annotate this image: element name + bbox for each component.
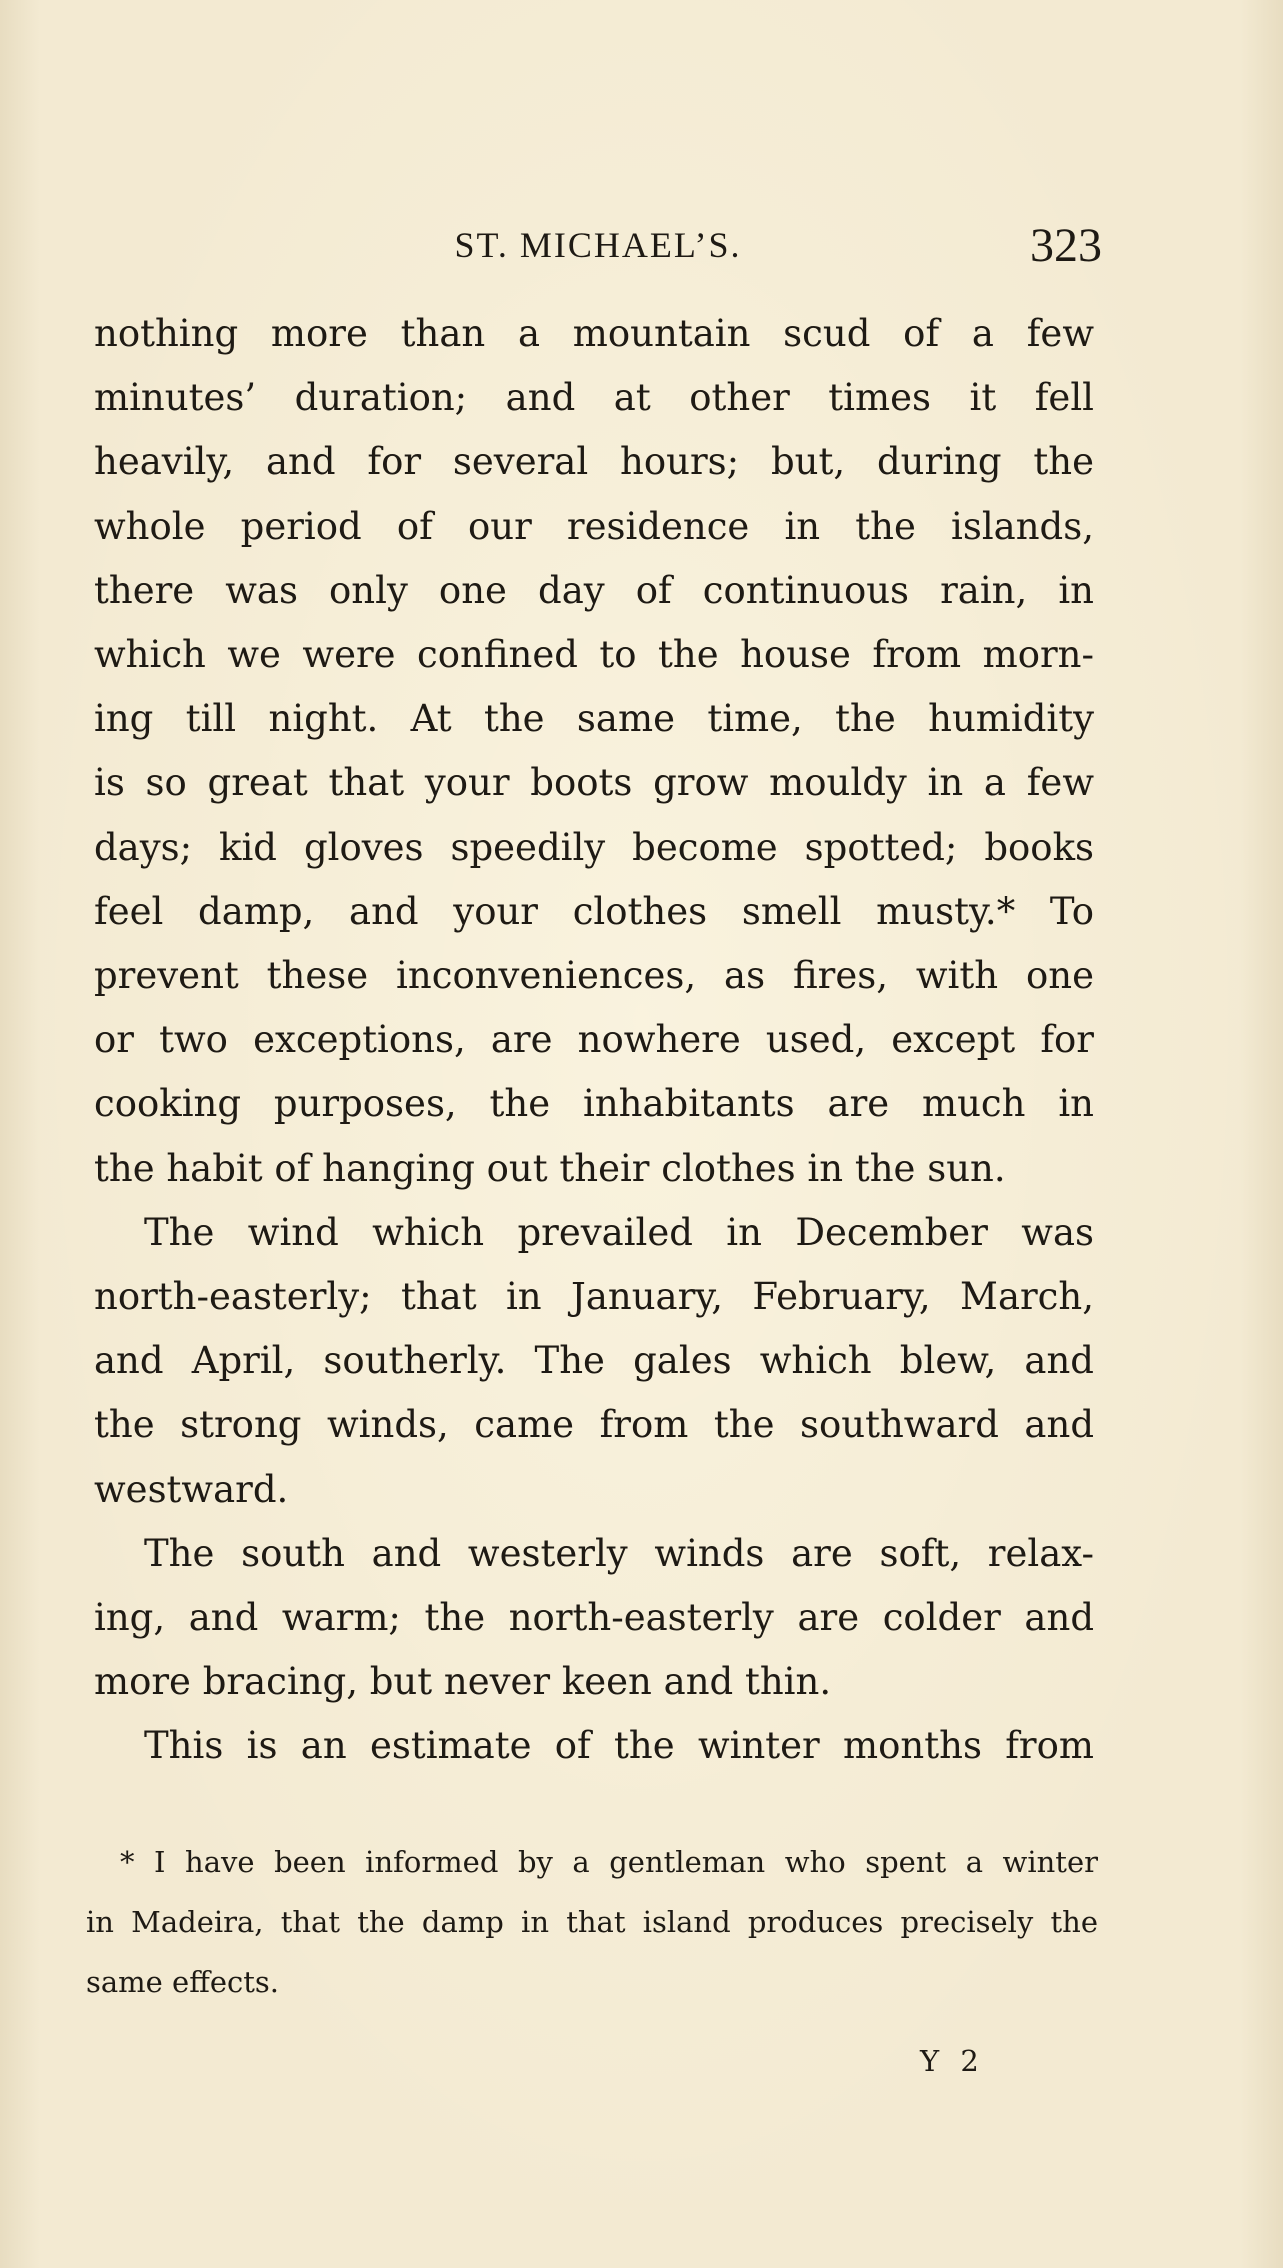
text-line: ing till night. At the same time, the humidity	[94, 697, 1094, 741]
footnote-line: * I have been informed by a gentleman who spent a winter	[120, 1845, 1098, 1879]
text-line: whole period of our residence in the islands,	[94, 504, 1094, 548]
text-line: or two exceptions, are nowhere used, except for	[94, 1018, 1094, 1062]
text-line: and April, southerly. The gales which blew, and	[94, 1339, 1094, 1383]
text-line: This is an estimate of the winter months from	[144, 1724, 1094, 1768]
text-line: ing, and warm; the north-easterly are colder and	[94, 1596, 1094, 1640]
text-line: more bracing, but never keen and thin.	[94, 1660, 832, 1704]
text-line: heavily, and for several hours; but, during the	[94, 440, 1094, 484]
running-head	[94, 218, 1102, 278]
footnote-line: in Madeira, that the damp in that island produces precisely the	[86, 1905, 1098, 1939]
signature-mark: Y 2	[920, 2044, 985, 2078]
text-line: days; kid gloves speedily become spotted; books	[94, 825, 1094, 869]
text-line: the strong winds, came from the southward and	[94, 1403, 1094, 1447]
text-line: is so great that your boots grow mouldy in a few	[94, 761, 1094, 805]
text-line: nothing more than a mountain scud of a few	[94, 312, 1094, 355]
text-line: westward.	[94, 1467, 289, 1511]
text-line: cooking purposes, the inhabitants are much in	[94, 1082, 1094, 1126]
footnote-line: same effects.	[86, 1965, 279, 1999]
text-line: which we were confined to the house from morn-	[94, 633, 1094, 677]
footnote	[86, 1832, 1098, 2012]
body-text	[94, 302, 1094, 1779]
text-line: feel damp, and your clothes smell musty.* To	[94, 889, 1094, 933]
text-line: north-easterly; that in January, February, March,	[94, 1275, 1094, 1319]
text-line: The south and westerly winds are soft, relax-	[144, 1531, 1094, 1575]
text-line: minutes’ duration; and at other times it fell	[94, 376, 1094, 420]
text-line: The wind which prevailed in December was	[144, 1210, 1094, 1254]
text-line: prevent these inconveniences, as fires, with one	[94, 954, 1094, 998]
text-line: the habit of hanging out their clothes in the sun.	[94, 1146, 1006, 1190]
page-number: 323	[1030, 219, 1102, 272]
running-title: ST. MICHAEL’S.	[454, 225, 742, 265]
text-line: there was only one day of continuous rain, in	[94, 568, 1094, 612]
